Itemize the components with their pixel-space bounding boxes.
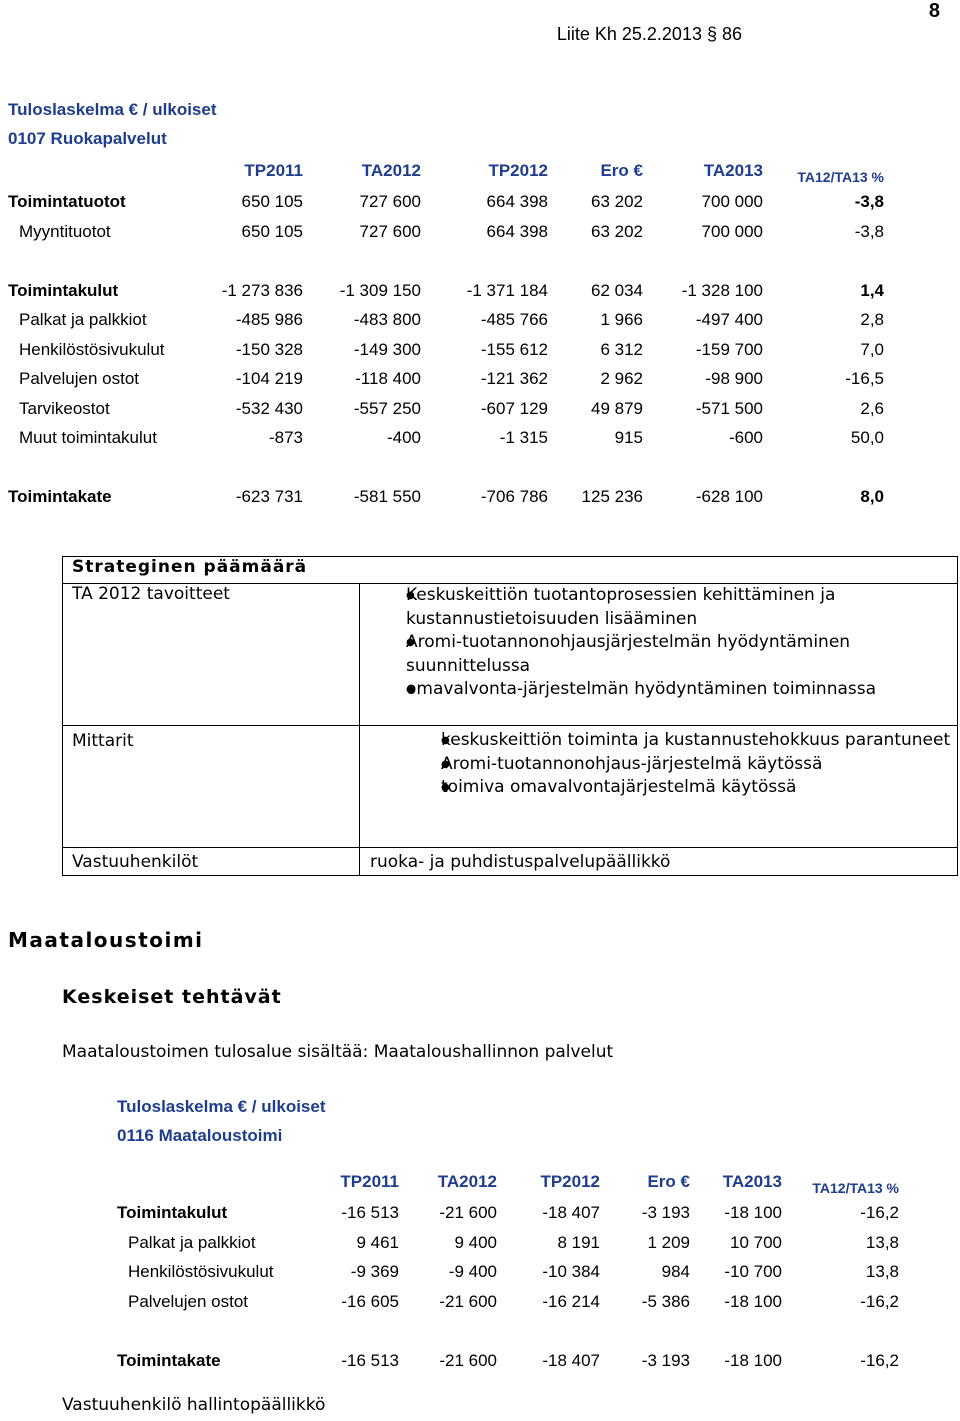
- row-label: Toimintakate: [8, 487, 112, 507]
- table-row: [117, 1346, 899, 1376]
- cell: 13,8: [865, 1232, 899, 1252]
- cell: -1 273 836: [221, 280, 303, 300]
- column-header: TA2013: [703, 161, 763, 181]
- cell: -1 371 184: [466, 280, 548, 300]
- table-row: [8, 217, 884, 247]
- cell: -9 400: [448, 1262, 497, 1282]
- cell: -497 400: [695, 310, 763, 330]
- cell: -3,8: [854, 221, 884, 241]
- row-label: Myyntituotot: [19, 221, 111, 241]
- row-label: Palvelujen ostot: [19, 369, 140, 389]
- cell: -18 407: [542, 1203, 600, 1223]
- income-statement-table-maataloustoimi: [117, 1166, 899, 1376]
- attachment-header: Liite Kh 25.2.2013 § 86: [556, 24, 742, 44]
- cell: -10 384: [542, 1262, 600, 1282]
- cell: 6 312: [600, 339, 643, 359]
- cell: -623 731: [235, 487, 303, 507]
- cell: -557 250: [353, 398, 421, 418]
- section2-title: Tuloslaskelma € / ulkoiset: [117, 1097, 326, 1116]
- cell: 1 209: [647, 1232, 690, 1252]
- table-header-row: [8, 155, 884, 188]
- column-header: TA2012: [437, 1172, 497, 1192]
- income-statement-table-ruokapalvelut: [8, 155, 884, 512]
- table-row: [8, 335, 884, 365]
- cell: 664 398: [486, 221, 548, 241]
- cell: -581 550: [353, 487, 421, 507]
- table-row: [8, 394, 884, 424]
- table-row: [117, 1287, 899, 1317]
- list-item: ● Aromi-tuotannonohjausjärjestelmän hyödyntäminen suunnittelussa: [370, 631, 957, 678]
- cell: 1 966: [600, 310, 643, 330]
- column-header: Ero €: [600, 161, 643, 181]
- cell: -485 766: [480, 310, 548, 330]
- table-row: [8, 483, 884, 513]
- cell: -873: [268, 428, 303, 448]
- spacer-row: [117, 1317, 899, 1347]
- table-row: [8, 188, 884, 218]
- cell: -18 100: [724, 1203, 782, 1223]
- table-row: [8, 424, 884, 454]
- cell: -16,2: [860, 1203, 899, 1223]
- cell: -3 193: [641, 1350, 690, 1370]
- cell: -483 800: [353, 310, 421, 330]
- column-header: TP2012: [488, 161, 548, 181]
- cell: 650 105: [241, 221, 303, 241]
- row-label: Toimintakulut: [117, 1203, 228, 1223]
- cell: 9 461: [356, 1232, 399, 1252]
- list-item: ● Keskuskeittiön tuotantoprosessien kehittäminen ja kustannustietoisuuden lisääminen: [370, 584, 957, 631]
- strategy-heading: Strateginen päämäärä: [63, 557, 958, 584]
- goals-label: TA 2012 tavoitteet: [63, 584, 360, 726]
- cell: -21 600: [439, 1203, 497, 1223]
- cell: 915: [614, 428, 643, 448]
- cell: -16 513: [341, 1203, 399, 1223]
- cell: -118 400: [355, 369, 421, 389]
- responsible-value: ruoka- ja puhdistuspalvelupäällikkö: [360, 848, 958, 876]
- cell: -571 500: [695, 398, 763, 418]
- cell: -485 986: [235, 310, 303, 330]
- cell: -21 600: [439, 1291, 497, 1311]
- cell: -18 407: [542, 1350, 600, 1370]
- cell: -18 100: [724, 1291, 782, 1311]
- cell: 727 600: [359, 192, 421, 212]
- row-label: Toimintatuotot: [8, 192, 126, 212]
- list-item: ● keskuskeittiön toiminta ja kustannustehokkuus parantuneet: [405, 729, 957, 753]
- section2-heading: Maataloustoimi: [8, 928, 204, 952]
- column-header: TA12/TA13 %: [812, 1179, 899, 1196]
- cell: 700 000: [701, 221, 763, 241]
- row-label: Henkilöstösivukulut: [128, 1262, 274, 1282]
- cell: -16 214: [542, 1291, 600, 1311]
- row-label: Tarvikeostot: [19, 398, 110, 418]
- cell: -1 315: [499, 428, 548, 448]
- cell: -607 129: [480, 398, 548, 418]
- cell: 63 202: [591, 221, 643, 241]
- list-item: ● omavalvonta-järjestelmän hyödyntäminen toiminnassa: [370, 678, 957, 702]
- list-item: ● toimiva omavalvontajärjestelmä käytössä: [405, 776, 957, 800]
- row-label: Toimintakulut: [8, 280, 119, 300]
- table-header-row: [117, 1166, 899, 1199]
- cell: -16 513: [341, 1350, 399, 1370]
- cell: 2,8: [860, 310, 884, 330]
- cell: 664 398: [486, 192, 548, 212]
- spacer-row: [8, 453, 884, 483]
- table-row: [8, 306, 884, 336]
- cell: -3,8: [854, 192, 884, 212]
- cell: -3 193: [641, 1203, 690, 1223]
- cell: 9 400: [454, 1232, 497, 1252]
- cell: -10 700: [724, 1262, 782, 1282]
- row-label: Palkat ja palkkiot: [19, 310, 147, 330]
- cell: 63 202: [591, 192, 643, 212]
- section2-subheading: Keskeiset tehtävät: [62, 986, 282, 1008]
- table-row: [8, 365, 884, 395]
- row-label: Toimintakate: [117, 1350, 221, 1370]
- strategy-table: [62, 556, 958, 876]
- cell: 125 236: [581, 487, 643, 507]
- section1-title: Tuloslaskelma € / ulkoiset: [8, 100, 217, 119]
- cell: -628 100: [695, 487, 763, 507]
- column-header: TP2011: [340, 1172, 399, 1192]
- cell: 2,6: [860, 398, 884, 418]
- row-label: Henkilöstösivukulut: [19, 339, 165, 359]
- cell: -9 369: [350, 1262, 399, 1282]
- cell: 8 191: [557, 1232, 600, 1252]
- cell: 700 000: [701, 192, 763, 212]
- cell: -18 100: [724, 1350, 782, 1370]
- column-header: TP2011: [244, 161, 303, 181]
- cell: 10 700: [730, 1232, 782, 1252]
- section2-footer: Vastuuhenkilö hallintopäällikkö: [62, 1395, 326, 1415]
- section2-unit: 0116 Maataloustoimi: [117, 1126, 283, 1145]
- table-row: [117, 1258, 899, 1288]
- section1-unit: 0107 Ruokapalvelut: [8, 129, 167, 148]
- cell: 50,0: [850, 428, 884, 448]
- cell: 984: [661, 1262, 690, 1282]
- column-header: Ero €: [647, 1172, 690, 1192]
- cell: 62 034: [591, 280, 643, 300]
- cell: -104 219: [235, 369, 303, 389]
- spacer-row: [8, 247, 884, 277]
- cell: -16,5: [845, 369, 884, 389]
- cell: -5 386: [641, 1291, 690, 1311]
- cell: -149 300: [353, 339, 421, 359]
- cell: -16,2: [860, 1350, 899, 1370]
- cell: -1 328 100: [681, 280, 763, 300]
- cell: -21 600: [439, 1350, 497, 1370]
- cell: 7,0: [860, 339, 884, 359]
- table-row: [117, 1199, 899, 1229]
- cell: 650 105: [241, 192, 303, 212]
- cell: -16,2: [860, 1291, 899, 1311]
- row-label: Palkat ja palkkiot: [128, 1232, 256, 1252]
- responsible-label: Vastuuhenkilöt: [63, 848, 360, 876]
- cell: -121 362: [480, 369, 548, 389]
- cell: 49 879: [591, 398, 643, 418]
- cell: -706 786: [480, 487, 548, 507]
- cell: -1 309 150: [339, 280, 421, 300]
- column-header: TA2013: [722, 1172, 782, 1192]
- cell: -150 328: [235, 339, 303, 359]
- cell: -532 430: [235, 398, 303, 418]
- cell: -98 900: [705, 369, 763, 389]
- cell: 1,4: [860, 280, 884, 300]
- section2-description: Maataloustoimen tulosalue sisältää: Maataloushallinnon palvelut: [62, 1042, 614, 1062]
- cell: -155 612: [480, 339, 548, 359]
- page-number: 8: [928, 0, 940, 22]
- row-label: Muut toimintakulut: [19, 428, 157, 448]
- column-header: TA12/TA13 %: [797, 168, 884, 185]
- row-label: Palvelujen ostot: [128, 1291, 249, 1311]
- table-row: [8, 276, 884, 306]
- column-header: TP2012: [540, 1172, 600, 1192]
- cell: -400: [386, 428, 421, 448]
- cell: -16 605: [341, 1291, 399, 1311]
- cell: 2 962: [600, 369, 643, 389]
- metrics-label: Mittarit: [63, 726, 360, 848]
- cell: 13,8: [865, 1262, 899, 1282]
- list-item: ● Aromi-tuotannonohjaus-järjestelmä käytössä: [405, 753, 957, 777]
- metrics-list: [405, 729, 957, 800]
- table-row: [117, 1228, 899, 1258]
- column-header: TA2012: [361, 161, 421, 181]
- goals-list: [370, 584, 957, 702]
- cell: -600: [728, 428, 763, 448]
- cell: 727 600: [359, 221, 421, 241]
- cell: 8,0: [860, 487, 884, 507]
- cell: -159 700: [695, 339, 763, 359]
